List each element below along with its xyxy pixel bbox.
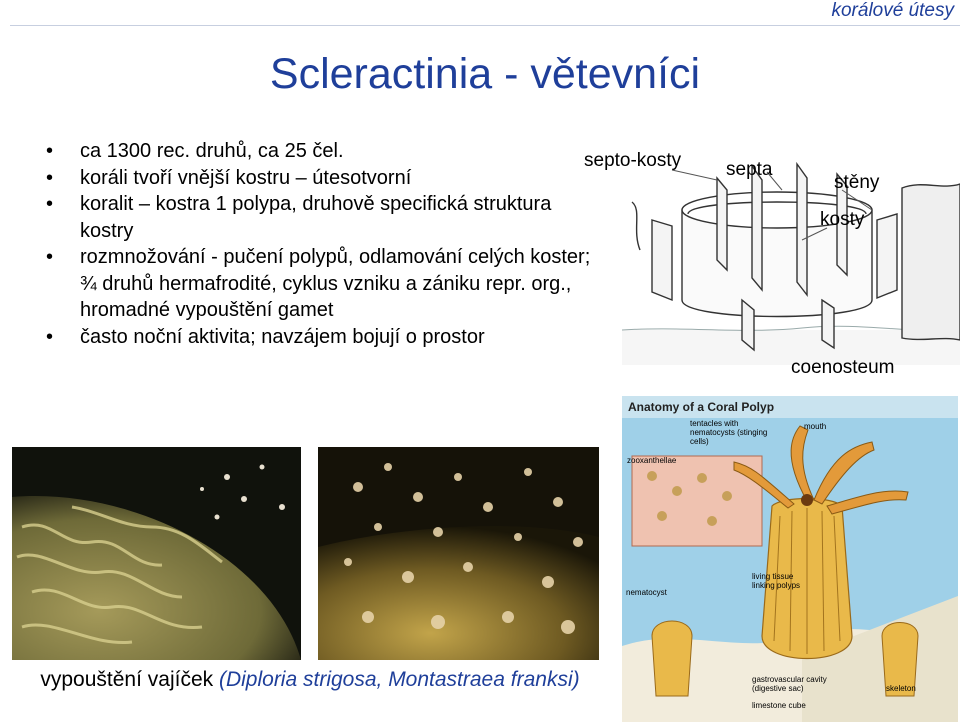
coral-polyp-anatomy <box>622 396 958 722</box>
anatomy-label-tentacles: tentacles with nematocysts (stinging cells) <box>690 419 768 446</box>
anatomy-label-limestone: limestone cube <box>752 701 806 710</box>
anatomy-label-skeleton: skeleton <box>886 684 916 693</box>
anatomy-label-gastrovascular: gastrovascular cavity (digestive sac) <box>752 675 827 693</box>
topic-label: korálové útesy <box>831 0 954 21</box>
label-steny: stěny <box>834 172 880 193</box>
bullet-item: • koráli tvoří vnější kostru – útesotvorní <box>40 165 600 192</box>
bullet-icon: • <box>46 166 54 189</box>
bullet-item: • ca 1300 rec. druhů, ca 25 čel. <box>40 138 600 165</box>
bullet-icon: • <box>46 140 54 162</box>
caption-species: (Diploria strigosa, Montastraea franksi) <box>218 668 580 691</box>
anatomy-label-zooxanthellae: zooxanthellae <box>627 456 677 465</box>
bullet-icon: • <box>46 246 54 268</box>
label-septo-kosty: septo-kosty <box>584 150 682 171</box>
anatomy-title: Anatomy of a Coral Polyp <box>628 400 775 414</box>
bullet-icon: • <box>46 325 54 348</box>
header-divider <box>10 25 960 26</box>
photo-caption <box>20 666 600 694</box>
anatomy-label-mouth: mouth <box>804 422 827 431</box>
bullet-item: • rozmnožování - pučení polypů, odlamování celých koster; ¾ druhů hermafrodité, cyklus vzniku a zániku repr. org., hromadné vypouštění gamet <box>46 246 591 321</box>
bullet-icon: • <box>46 193 54 215</box>
caption-text: vypouštění vajíček <box>40 668 219 691</box>
label-kosty: kosty <box>820 209 865 230</box>
spawning-coral-photo <box>318 447 599 660</box>
anatomy-label-nematocyst: nematocyst <box>626 588 667 597</box>
anatomy-label-living-tissue: living tissue linking polyps <box>752 572 801 590</box>
bullet-list <box>40 138 600 350</box>
corallite-diagram <box>622 150 960 380</box>
brain-coral-photo <box>12 447 301 660</box>
bullet-item: • koralit – kostra 1 polypa, druhově specifická struktura kostry <box>46 193 552 242</box>
label-coenosteum: coenosteum <box>791 357 895 378</box>
label-septa: septa <box>726 159 773 180</box>
slide-title: Scleractinia - větevníci <box>269 50 701 98</box>
bullet-item: • často noční aktivita; navzájem bojují o prostor <box>40 324 600 351</box>
